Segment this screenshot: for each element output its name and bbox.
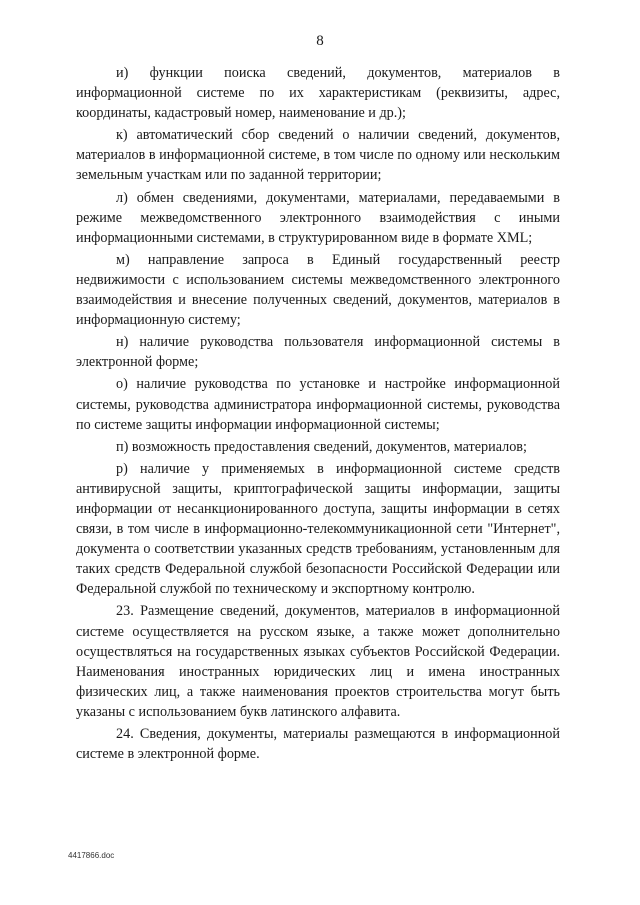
paragraph-item-i: и) функции поиска сведений, документов, материалов в информационной системе по их характеристикам (реквизиты, адрес, координаты, кадастровый номер, наименование и др.); [76,65,560,122]
paragraph-item-k: к) автоматический сбор сведений о наличии сведений, документов, материалов в информационной системе, в том числе по одному или нескольким земельным участкам или по заданной территории; [76,127,560,184]
paragraph-item-p: п) возможность предоставления сведений, документов, материалов; [116,438,527,455]
paragraph-item-m: м) направление запроса в Единый государственный реестр недвижимости с использованием системы межведомственного электронного взаимодействия и внесение полученных сведений, документов, материалов в информационную систему; [76,251,560,329]
paragraph-item-o: о) наличие руководства по установке и настройке информационной системы, руководства администратора информационной системы, руководства по системе защиты информации информационной системы; [76,376,560,433]
document-body [76,63,560,766]
paragraph-item-l: л) обмен сведениями, документами, материалами, передаваемыми в режиме межведомственного электронного взаимодействия с иными информационными системами, в структурированном виде в формате XML; [76,189,560,246]
page-number: 8 [316,33,324,49]
paragraph-item-r: р) наличие у применяемых в информационной системе средств антивирусной защиты, криптографической защиты информации, защиты информации от несанкционированного доступа, защиты информации в сетях связи, в том числе в информационно-телекоммуникационной сети "Интернет", документа о соответствии указанных средств требованиям, установленным для таких средств Федеральной службой безопасности Российской Федерации или Федеральной службой по техническому и экспортному контролю. [76,460,560,598]
paragraph-item-n: н) наличие руководства пользователя информационной системы в электронной форме; [76,334,560,371]
paragraph-clause-23: 23. Размещение сведений, документов, материалов в информационной системе осуществляется на русском языке, а также может дополнительно осуществляться на государственных языках субъектов Российской Федерации. Наименования иностранных юридических лиц и имена иностранных физических лиц, а также наименования проектов строительства могут быть указаны с использованием букв латинского алфавита. [76,603,560,720]
paragraph-clause-24: 24. Сведения, документы, материалы размещаются в информационной системе в электронной форме. [76,726,560,763]
file-name-footer: 4417866.doc [68,851,115,860]
